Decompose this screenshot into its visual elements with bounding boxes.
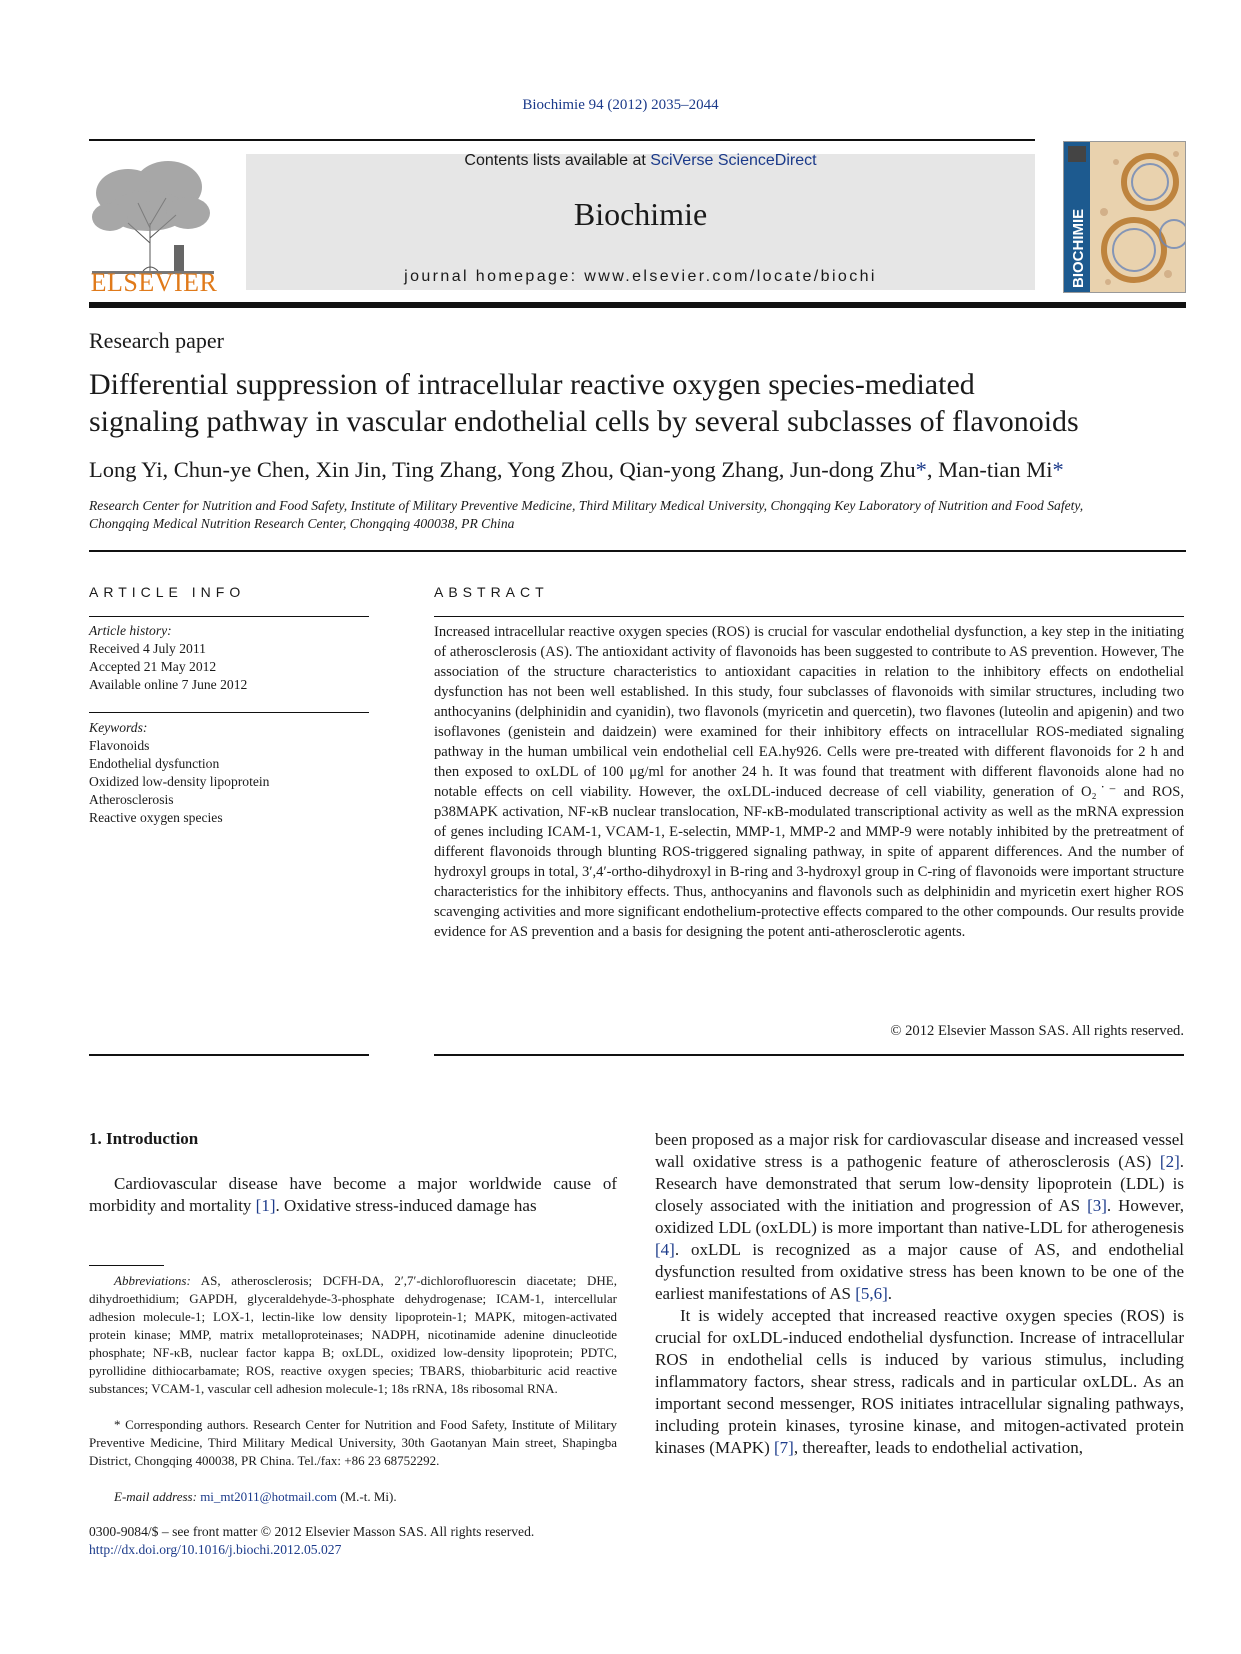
intro-right-paragraph-1 <box>655 1129 1184 1305</box>
intro-text: . Research have demonstrated that serum low-density lipoprotein (LDL) is closely associated with the initiation and progression of AS <box>655 1152 1184 1215</box>
received-date: Received 4 July 2011 <box>89 641 206 656</box>
title-line-1: Differential suppression of intracellular reactive oxygen species-mediated <box>89 368 975 401</box>
affiliation-line-1: Research Center for Nutrition and Food Safety, Institute of Military Preventive Medicine, Third Military Medical University, Chongqing Key Laboratory of Nutrition and Food Safety, <box>89 498 1084 513</box>
corresponding-footnote <box>89 1416 617 1470</box>
intro-text: . However, oxidized LDL (oxLDL) is more important than native-LDL for atherogenesis <box>655 1196 1184 1237</box>
intro-text: . <box>887 1284 893 1303</box>
email-footnote <box>89 1488 617 1506</box>
abstract-bottom-rule <box>434 1054 1184 1056</box>
article-title <box>89 366 1189 440</box>
article-history <box>89 622 369 694</box>
intro-text: . oxLDL is recognized as a major cause of AS, and endothelial dysfunction resulted from oxidative stress has been known to be one of the earliest manifestations of AS <box>655 1240 1184 1303</box>
affiliation <box>89 497 1186 533</box>
intro-text: , thereafter, leads to endothelial activation, <box>793 1438 1083 1457</box>
intro-text: . Oxidative stress-induced damage has <box>275 1196 537 1215</box>
reference-link[interactable]: [5,6] <box>855 1284 888 1303</box>
abstract-rule <box>434 616 1184 617</box>
reference-link[interactable]: [3] <box>1087 1196 1107 1215</box>
corresponding-star-1[interactable]: * <box>915 457 927 482</box>
keyword: Oxidized low-density lipoprotein <box>89 774 270 789</box>
header-bottom-rule <box>89 302 1186 308</box>
reference-link[interactable]: [1] <box>255 1196 276 1215</box>
journal-cover-image <box>1063 141 1186 293</box>
email-label: E-mail address: <box>114 1489 197 1504</box>
email-link[interactable]: mi_mt2011@hotmail.com <box>200 1489 337 1504</box>
intro-right-paragraph-2 <box>655 1305 1184 1459</box>
intro-left-paragraph <box>89 1173 617 1217</box>
keyword: Flavonoids <box>89 738 150 753</box>
intro-right-column <box>655 1129 1184 1459</box>
keywords-rule <box>89 712 369 713</box>
article-info-heading: ARTICLE INFO <box>89 584 246 600</box>
footnote-rule <box>89 1265 164 1266</box>
keyword: Endothelial dysfunction <box>89 756 220 771</box>
history-label: Article history: <box>89 623 172 638</box>
authors-part-1: Long Yi, Chun-ye Chen, Xin Jin, Ting Zhang, Yong Zhou, Qian-yong Zhang, Jun-dong Zhu <box>89 457 916 482</box>
cover-title: BIOCHIMIE <box>1070 208 1087 288</box>
accepted-date: Accepted 21 May 2012 <box>89 659 217 674</box>
article-info-rule <box>89 616 369 617</box>
reference-link[interactable]: [4] <box>655 1240 675 1259</box>
journal-citation[interactable]: Biochimie 94 (2012) 2035–2044 <box>522 97 719 113</box>
journal-homepage[interactable]: journal homepage: www.elsevier.com/locate/biochi <box>404 268 877 285</box>
title-line-2: signaling pathway in vascular endothelial cells by several subclasses of flavonoids <box>89 405 1079 438</box>
abbreviations-label: Abbreviations: <box>114 1273 191 1288</box>
author-list <box>89 457 1189 483</box>
header-top-rule <box>89 139 1035 141</box>
keyword: Atherosclerosis <box>89 792 174 807</box>
affiliation-line-2: Chongqing Medical Nutrition Research Center, Chongqing 400038, PR China <box>89 516 515 531</box>
elsevier-wordmark: ELSEVIER <box>90 268 218 297</box>
introduction-heading: 1. Introduction <box>89 1129 199 1148</box>
email-suffix: (M.-t. Mi). <box>336 1489 397 1504</box>
corresponding-star-2[interactable]: * <box>1052 457 1064 482</box>
journal-name: Biochimie <box>573 196 708 232</box>
intro-text: It is widely accepted that increased reactive oxygen species (ROS) is crucial for oxLDL-induced endothelial dysfunction. Increase of intracellular ROS in endothelial cells is induced by various stimulus, including inflammatory factors, shear stress, radicals and in particular oxLDL. As an important second messenger, ROS initiates intracellular signaling pathways, including protein kinases, tyrosine kinase, and mitogen-activated protein kinases (MAPK) <box>655 1306 1184 1457</box>
affiliation-rule <box>89 550 1186 552</box>
front-matter <box>89 1523 534 1559</box>
doi-link[interactable]: http://dx.doi.org/10.1016/j.biochi.2012.05.027 <box>89 1542 342 1557</box>
article-type: Research paper <box>89 328 224 353</box>
keyword: Reactive oxygen species <box>89 810 223 825</box>
online-date: Available online 7 June 2012 <box>89 677 248 692</box>
contents-prefix: Contents lists available at <box>464 152 651 169</box>
abbreviations-footnote <box>89 1272 617 1398</box>
reference-link[interactable]: [2] <box>1159 1152 1180 1171</box>
intro-text: been proposed as a major risk for cardiovascular disease and increased vessel wall oxidative stress is a pathogenic feature of atherosclerosis (AS) <box>655 1130 1184 1171</box>
abstract-heading: ABSTRACT <box>434 584 549 600</box>
cover-art <box>1064 142 1185 292</box>
issn-line: 0300-9084/$ – see front matter © 2012 Elsevier Masson SAS. All rights reserved. <box>89 1524 535 1539</box>
corresponding-text: Corresponding authors. Research Center for Nutrition and Food Safety, Institute of Military Preventive Medicine, Third Military Medical University, 30th Gaotanyan Main street, Shapingba District, Chongqing 400038, PR China. Tel./fax: +86 23 68752292. <box>89 1417 617 1468</box>
article-info-bottom-rule <box>89 1054 369 1056</box>
authors-part-2: , Man-tian Mi <box>926 457 1053 482</box>
abstract-text: Increased intracellular reactive oxygen species (ROS) is crucial for vascular endothelial dysfunction, a key step in the initiating of atherosclerosis (AS). The antioxidant activity of flavonoids has been suggested to contribute to AS prevention. However, The association of the structure characteristics to antioxidant capacities in relation to the inhibitory effects on endothelial dysfunction has not been well established. In this study, four subclasses of flavonoids with similar structures, including two anthocyanins (delphinidin and cyanidin), two flavonols (myricetin and quercetin), two flavones (luteolin and apigenin) and two isoflavones (genistein and daidzein) were examined for their inhibitory effects on intracellular ROS-mediated signaling pathway in the human umbilical vein endothelial cell EA.hy926. Cells were pre-treated with different flavonoids for 2 h and then exposed to oxLDL of 100 μg/ml for another 24 h. It was found that treatment with different flavonoids alone had no notable effects on cell viability. However, the oxLDL-induced decrease of cell viability, generation of O₂˙⁻ and ROS, p38MAPK activation, NF-κB nuclear translocation, NF-κB-modulated transcriptional activity as well as the mRNA expression of genes including ICAM-1, VCAM-1, E-selectin, MMP-1, MMP-2 and MMP-9 were notably inhibited by the pretreatment of different flavonoids through blunting ROS-triggered signaling pathway, in spite of apparent differences. And the number of hydroxyl groups in total, 3′,4′-ortho-dihydroxyl in B-ring and 3-hydroxyl group in C-ring of flavonoids were important structure characteristics for the inhibitory effects. Thus, anthocyanins and flavonols such as delphinidin and myricetin exert higher ROS scavenging activities and more significant endothelium-protective effects compared to the other compounds. Our results provide evidence for AS prevention and a basis for designing the potent anti-atherosclerotic agents. <box>434 624 1184 940</box>
intro-text: Cardiovascular disease have become a major worldwide cause of morbidity and mortality <box>89 1174 617 1215</box>
keywords-block <box>89 719 369 827</box>
sciencedirect-link[interactable]: SciVerse ScienceDirect <box>650 152 817 169</box>
abbreviations-text: AS, atherosclerosis; DCFH-DA, 2′,7′-dichlorofluorescin diacetate; DHE, dihydroethidium; GAPDH, glyceraldehyde-3-phosphate dehydrogenase; ICAM-1, intercellular adhesion molecule-1; LOX-1, lectin-like low density lipoprotein-1; MAPK, mitogen-activated protein kinase; MMP, matrix metalloproteinases; NADPH, nicotinamide adenine dinucleotide phosphate; NF-κB, nuclear factor kappa B; oxLDL, oxidized low-density lipoprotein; PDTC, pyrollidine dithiocarbamate; ROS, reactive oxygen species; TBARS, thiobarbituric acid reactive substances; VCAM-1, vascular cell adhesion molecule-1; 18s rRNA, 18s ribosomal RNA. <box>89 1273 617 1396</box>
abstract-copyright: © 2012 Elsevier Masson SAS. All rights reserved. <box>890 1023 1184 1039</box>
contents-line <box>246 152 1035 170</box>
corresponding-mark: * <box>114 1417 121 1432</box>
reference-link[interactable]: [7] <box>774 1438 794 1457</box>
keywords-label: Keywords: <box>89 720 148 735</box>
